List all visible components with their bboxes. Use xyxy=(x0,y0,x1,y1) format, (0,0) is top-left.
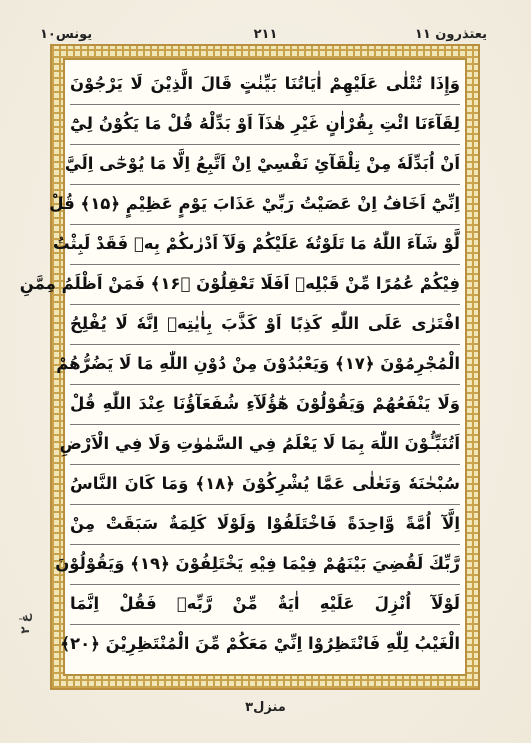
verse-line: لِقَآءَنَا ائْتِ بِقُرْاٰنٍ غَيْرِ هٰذَآ اَوْ بَدِّلْهُ قُلْ مَا يَكُوْنُ لِيْٓ xyxy=(70,114,460,133)
verse-line: فِيْكُمْ عُمُرًا مِّنْ قَبْلِهٖ اَفَلَا تَعْقِلُوْنَ ﴿۱۶﴾ فَمَنْ اَظْلَمُ مِمَّنِ xyxy=(19,274,460,293)
verse-line: لَوْلَآ اُنْزِلَ عَلَيْهِ اٰيَةٌ مِّنْ رَّبِّهٖ فَقُلْ اِنَّمَا xyxy=(70,594,460,613)
line-rule xyxy=(70,264,460,265)
verse-line: لَّوْ شَآءَ اللّٰهُ مَا تَلَوْتُهٗ عَلَيْكُمْ وَلَآ اَدْرٰىكُمْ بِهٖ فَقَدْ لَبِثْتُ xyxy=(53,234,460,253)
line-rule xyxy=(70,464,460,465)
verse-line: اِنِّيْٓ اَخَافُ اِنْ عَصَيْتُ رَبِّيْ عَذَابَ يَوْمٍ عَظِيْمٍ ﴿۱۵﴾ قُلْ xyxy=(49,194,460,213)
line-rule xyxy=(70,304,460,305)
verse-line: سُبْحٰنَهٗ وَتَعٰلٰى عَمَّا يُشْرِكُوْنَ ﴿۱۸﴾ وَمَا كَانَ النَّاسُ xyxy=(70,474,460,493)
verse-line: اِلَّآ اُمَّةً وَّاحِدَةً فَاخْتَلَفُوْا وَلَوْلَا كَلِمَةٌ سَبَقَتْ مِنْ xyxy=(70,514,460,533)
verse-line: رَّبِّكَ لَقُضِيَ بَيْنَهُمْ فِيْمَا فِيْهِ يَخْتَلِفُوْنَ ﴿۱۹﴾ وَيَقُوْلُوْنَ xyxy=(55,554,460,573)
ruku-marker: عٰ ٢ xyxy=(18,614,32,634)
line-rule xyxy=(70,144,460,145)
line-rule xyxy=(70,424,460,425)
page-number: ٢١١ xyxy=(253,27,278,42)
line-rule xyxy=(70,624,460,625)
manzil-footer: منزل٣ xyxy=(245,700,286,715)
verse-line: وَلَا يَنْفَعُهُمْ وَيَقُوْلُوْنَ هٰٓؤُلَآءِ شُفَعَآؤُنَا عِنْدَ اللّٰهِ قُلْ xyxy=(70,394,460,413)
surah-header: يونس١٠ xyxy=(40,27,93,42)
line-rule xyxy=(70,584,460,585)
line-rule xyxy=(70,104,460,105)
verse-line: افْتَرٰى عَلَى اللّٰهِ كَذِبًا اَوْ كَذَّبَ بِاٰيٰتِهٖ اِنَّهٗ لَا يُفْلِحُ xyxy=(70,314,460,333)
juz-header: يعتذرون ١١ xyxy=(414,27,487,42)
verse-line: الْغَيْبُ لِلّٰهِ فَانْتَظِرُوْا اِنِّيْ مَعَكُمْ مِّنَ الْمُنْتَظِرِيْنَ ﴿۲۰﴾ xyxy=(60,634,460,653)
verse-line: الْمُجْرِمُوْنَ ﴿۱۷﴾ وَيَعْبُدُوْنَ مِنْ دُوْنِ اللّٰهِ مَا لَا يَضُرُّهُمْ xyxy=(56,354,460,373)
line-rule xyxy=(70,224,460,225)
line-rule xyxy=(70,344,460,345)
line-rule xyxy=(70,184,460,185)
line-rule xyxy=(70,384,460,385)
verse-line: اَنْ اُبَدِّلَهٗ مِنْ تِلْقَآئِ نَفْسِيْ اِنْ اَتَّبِعُ اِلَّا مَا يُوْحٰٓى اِلَيَّ xyxy=(64,154,460,173)
line-rule xyxy=(70,544,460,545)
line-rule xyxy=(70,504,460,505)
verse-line: وَإِذَا تُتْلٰى عَلَيْهِمْ اٰيَاتُنَا بَيِّنٰتٍ قَالَ الَّذِيْنَ لَا يَرْجُوْنَ xyxy=(70,74,460,93)
verse-line: اَتُنَبِّـُٔوْنَ اللّٰهَ بِمَا لَا يَعْلَمُ فِي السَّمٰوٰتِ وَلَا فِي الْاَرْضِ xyxy=(59,434,460,453)
